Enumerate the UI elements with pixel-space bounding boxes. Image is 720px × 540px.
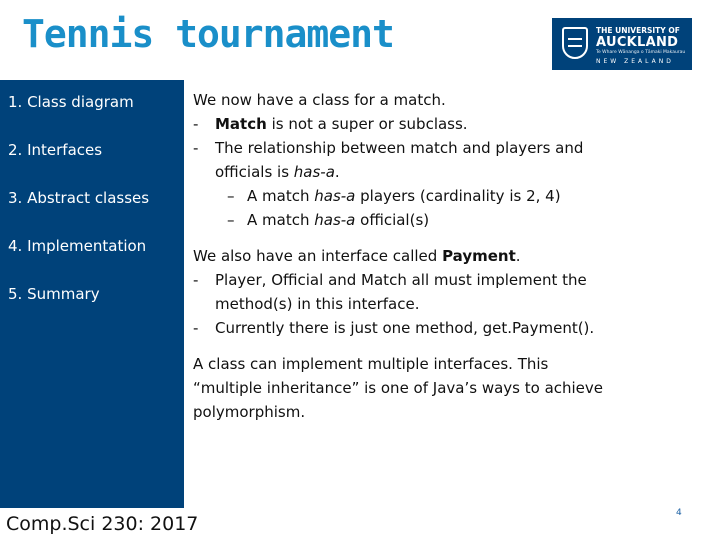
bullet-text: official(s) [355, 211, 430, 229]
logo-line-2: AUCKLAND [596, 35, 679, 50]
bullet-implement [193, 268, 713, 292]
bullet-text: players (cardinality is 2, 4) [355, 187, 561, 205]
paragraph-3-line-3: polymorphism. [193, 403, 306, 421]
bullet-dash: - [193, 271, 199, 289]
logo-line-3: Te Whare Wānanga o Tāmaki Makaurau [596, 50, 686, 55]
sub-bullet-officials [193, 208, 713, 232]
logo-line-1: THE UNIVERSITY OF [596, 26, 680, 35]
sidebar-item-implementation[interactable]: 4. Implementation [8, 237, 147, 255]
bullet-dash: - [193, 319, 199, 337]
bullet-dash: - [193, 139, 199, 157]
paragraph-text: We also have an interface called [193, 247, 443, 265]
bullet-relationship-cont [193, 160, 713, 184]
bullet-text: A match [247, 187, 315, 205]
bullet-match [193, 112, 713, 136]
page-number: 4 [676, 508, 682, 518]
footer-course: Comp.Sci 230: 2017 [6, 513, 199, 535]
sidebar-item-class-diagram[interactable]: 1. Class diagram [8, 93, 134, 111]
paragraph-2-intro [193, 244, 713, 268]
sub-bullet-players [193, 184, 713, 208]
university-logo [552, 18, 692, 70]
paragraph-1-intro: We now have a class for a match. [193, 91, 446, 109]
bullet-text: . [334, 163, 340, 181]
sidebar [0, 80, 184, 508]
bullet-text: officials is [215, 163, 294, 181]
italic-has-a: has-a [314, 187, 356, 205]
bullet-dash: - [193, 115, 199, 133]
bullet-method [193, 316, 713, 340]
italic-has-a: has-a [314, 211, 356, 229]
slide-title: Tennis tournament [22, 12, 394, 56]
sidebar-item-summary[interactable]: 5. Summary [8, 285, 100, 303]
sidebar-item-abstract-classes[interactable]: 3. Abstract classes [8, 189, 150, 207]
bullet-implement-cont: method(s) in this interface. [215, 295, 420, 313]
sub-bullet-dash: – [227, 211, 235, 229]
bullet-text: Player, Official and Match all must implement the [215, 271, 587, 289]
bold-match: Match [215, 115, 267, 133]
italic-has-a: has-a [293, 163, 335, 181]
bullet-relationship [193, 136, 713, 160]
paragraph-3-line-1: A class can implement multiple interfaces. This [193, 355, 549, 373]
paragraph-text: . [515, 247, 521, 265]
bullet-text: A match [247, 211, 315, 229]
sub-bullet-dash: – [227, 187, 235, 205]
slide-content [193, 88, 713, 424]
bullet-text: The relationship between match and players and [215, 139, 584, 157]
bullet-text: Currently there is just one method, get.Payment(). [215, 319, 595, 337]
crest-icon [562, 27, 588, 59]
bold-payment: Payment [442, 247, 516, 265]
bullet-text: is not a super or subclass. [266, 115, 468, 133]
sidebar-item-interfaces[interactable]: 2. Interfaces [8, 141, 103, 159]
logo-line-4: NEW ZEALAND [596, 58, 674, 65]
paragraph-3-line-2: “multiple inheritance” is one of Java’s ways to achieve [193, 379, 604, 397]
